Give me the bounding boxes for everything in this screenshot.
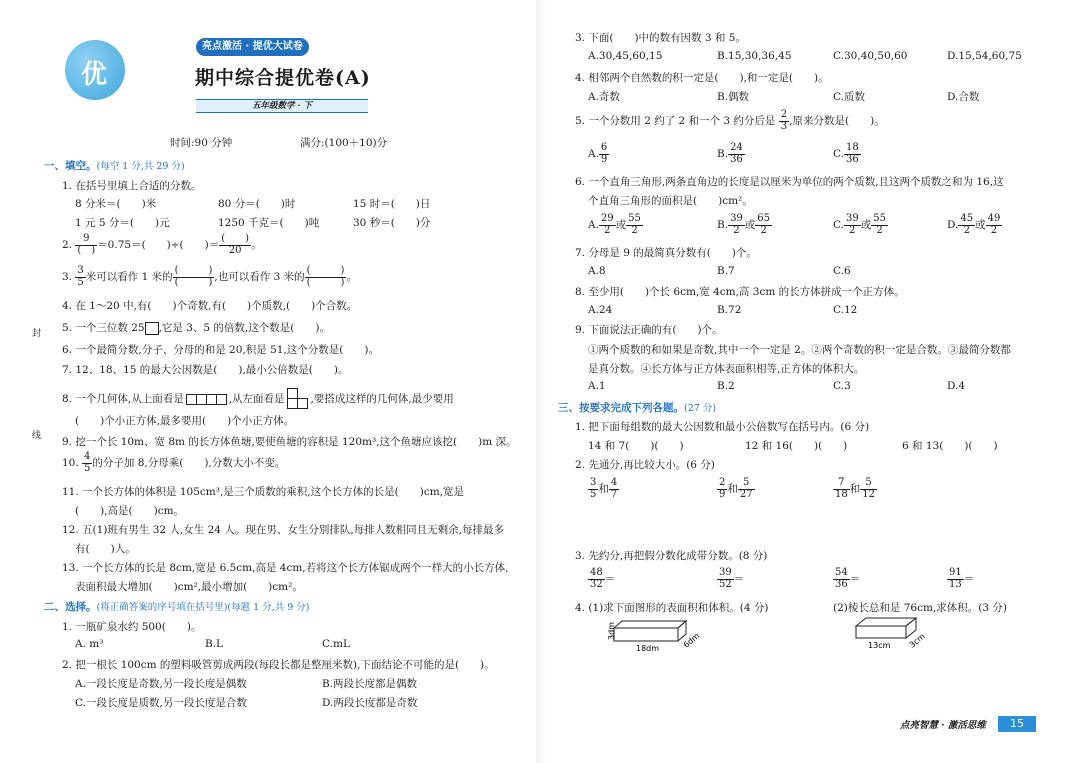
gutter-mark-b: 线	[32, 431, 42, 441]
s2-q8-opt-b: B.72	[717, 304, 742, 316]
cuboid-figure-2	[852, 614, 932, 654]
s1-q11-line2: ( ),高是( )cm。	[75, 505, 185, 517]
s2-q5-frac: $\frac{2}{3}$	[780, 109, 788, 132]
footer-slogan: 点亮智慧 · 激活思维	[900, 720, 986, 731]
s1-q10-num: 10.	[62, 457, 79, 469]
s1-q3-text-a: 米可以看作 1 米的	[85, 271, 173, 283]
s1-q1-row2-b: 1250 千克＝( )吨	[218, 217, 320, 229]
subtitle-bar: 五年级数学 · 下	[196, 99, 368, 113]
s2-q1-opt-c: C.mL	[322, 638, 350, 650]
s2-q9-opt-c: C.3	[833, 380, 851, 392]
s2-q6: 6. 一个直角三角形,两条直角边的长度是以厘米为单位的两个质数,且这两个质数之和为 16,这	[575, 176, 1004, 188]
fig1-width-label: 6dm	[681, 631, 702, 650]
gutter-mark-a: 封	[32, 329, 42, 339]
s2-q1-opt-a: A. m³	[75, 638, 104, 650]
s2-q5-opt-a: A. $\frac{6}{9}$	[588, 142, 608, 165]
s2-q4-opt-a: A.奇数	[588, 91, 620, 103]
s2-q8: 8. 至少用( )个长 6cm,宽 4cm,高 3cm 的长方体拼成一个正方体。	[575, 286, 905, 298]
s2-q7: 7. 分母是 9 的最简真分数有( )个。	[575, 247, 757, 259]
s2-q4-opt-d: D.合数	[947, 91, 980, 103]
s2-q7-opt-c: C.6	[833, 265, 851, 277]
s1-q2-num: 2.	[62, 239, 73, 251]
s1-q1-row2-a: 1 元 5 分＝( )元	[75, 217, 170, 229]
s1-q3	[62, 266, 357, 288]
page-title: 期中综合提优卷(A)	[195, 67, 371, 89]
s3-q1: 1. 把下面每组数的最大公因数和最小公倍数写在括号内。(6 分)	[575, 421, 870, 433]
s2-q3-opt-d: D.15,54,60,75	[947, 50, 1022, 62]
s2-q2-opt-c: C.一段长度是质数,另一段长度是合数	[75, 697, 247, 709]
s2-q6-line2: 个直角三角形的面积是( )cm²。	[588, 195, 753, 207]
s2-q4: 4. 相邻两个自然数的积一定是( ),和一定是( )。	[575, 72, 829, 84]
section1-heading	[44, 158, 185, 173]
s1-q9: 9. 挖一个长 10m、宽 8m 的长方体鱼塘,要使鱼塘的容积是 120m³,这个鱼塘应该挖( )m 深。	[62, 436, 517, 448]
s2-q6-opt-c: C. $\frac{39}{2}$ 或 $\frac{55}{2}$	[833, 213, 886, 236]
tagline-b: 提优大试卷	[252, 41, 303, 52]
s1-q11: 11. 一个长方体的体积是 105cm³,是三个质数的乘积,这个长方体的长是( )cm,宽是	[62, 486, 465, 498]
s2-q3-opt-a: A.30,45,60,15	[588, 50, 663, 62]
exam-score: 满分:(100＋10)分	[300, 137, 388, 149]
s1-q3-end: 。	[346, 271, 357, 283]
fig1-length-label: 18dm	[636, 644, 660, 653]
s2-q4-opt-c: C.质数	[833, 91, 865, 103]
s1-q1-row1-b: 80 分＝( )时	[218, 198, 296, 210]
s2-q7-opt-b: B.7	[717, 265, 735, 277]
s2-q3-opt-c: C.30,40,50,60	[833, 50, 908, 62]
s1-q5-digit-box	[145, 322, 159, 335]
s1-q2: 2. $\frac{9}{( )}$ ＝0.75＝( )÷( )＝ $\frac{( )}{20}$ 。	[62, 233, 262, 256]
s1-q5-text-b: ,它是 3、5 的倍数,这个数是( )。	[158, 322, 330, 334]
left-view-figure	[287, 388, 309, 410]
badge-circle	[65, 40, 125, 100]
s1-q3-num: 3.	[62, 271, 73, 283]
s2-q7-opt-a: A.8	[588, 265, 606, 277]
s1-q7: 7. 12、18、15 的最大公因数是( ),最小公倍数是( )。	[62, 364, 349, 376]
s3-q2: 2. 先通分,再比较大小。(6 分)	[575, 459, 715, 471]
s2-q1-opt-b: B.L	[205, 638, 224, 650]
s1-q1-row1-c: 15 时＝( )日	[353, 198, 431, 210]
s2-q9-line2: ①两个质数的和如果是奇数,其中一个一定是 2。②两个奇数的积一定是合数。③最简分数都	[588, 344, 1011, 356]
s1-q2-mid: ＝0.75＝( )÷( )＝	[97, 239, 220, 251]
top-view-figure	[186, 393, 227, 405]
s3-q3-item-2: $\frac{39}{52}$ ＝	[719, 567, 745, 590]
section2-heading	[44, 599, 310, 614]
s1-q2-frac2: $\frac{( )}{20}$	[221, 233, 250, 256]
s2-q8-opt-a: A.24	[588, 304, 613, 316]
s1-q5-text-a: 5. 一个三位数 25	[62, 322, 145, 334]
s1-q3-text-b: ,也可以看作 3 米的	[214, 271, 305, 283]
page-number: 15	[998, 716, 1036, 732]
s2-q3-opt-b: B.15,30,36,45	[717, 50, 792, 62]
s1-q10	[62, 452, 285, 474]
s1-q12-line2: 有( )人。	[75, 543, 136, 555]
s3-q1-item-3: 6 和 13( )( )	[902, 440, 998, 452]
s3-q3-item-1: $\frac{48}{32}$ ＝	[590, 567, 616, 590]
badge-text: 优	[81, 60, 108, 90]
binding-gutter	[0, 0, 40, 763]
s2-q9-line3: 是真分数。④长方体与正方体表面积相等,正方体的体积大。	[588, 363, 865, 375]
s2-q6-opt-d: D. $\frac{45}{2}$ 或 $\frac{49}{2}$	[947, 213, 1001, 236]
s2-q2-opt-b: B.两段长度都是偶数	[322, 678, 418, 690]
s1-q3-blank1: $\frac{( )}{( )}$	[174, 265, 213, 288]
s1-q1: 1. 在括号里填上合适的分数。	[62, 180, 202, 192]
s2-q1: 1. 一瓶矿泉水约 500( )。	[62, 621, 202, 633]
s1-q8-text-b: ,从左面看是	[228, 393, 285, 405]
s1-q13-line2: 表面积最大增加( )cm²,最小增加( )cm²。	[75, 581, 303, 593]
page-fold	[536, 0, 546, 763]
s2-q5-text-a: 5. 一个分数用 2 约了 2 和一个 3 约分后是	[575, 115, 776, 127]
section3-note: (27 分)	[684, 403, 717, 414]
s2-q6-opt-b: B. $\frac{39}{2}$ 或 $\frac{65}{2}$	[717, 213, 771, 236]
s3-q1-item-2: 12 和 16( )( )	[745, 440, 848, 452]
s2-q3: 3. 下面( )中的数有因数 3 和 5。	[575, 32, 746, 44]
s3-q3: 3. 先约分,再把假分数化成带分数。(8 分)	[575, 550, 768, 562]
s1-q3-frac: $\frac{3}{5}$	[77, 265, 84, 288]
s2-q5-text-b: ,原来分数是( )。	[789, 115, 885, 127]
s2-q2: 2. 把一根长 100cm 的塑料吸管剪成两段(每段长都是整厘米数),下面结论不可能的是( )。	[62, 659, 495, 671]
s3-q1-item-1: 14 和 7( )( )	[588, 440, 684, 452]
section2-title: 二、选择。	[44, 601, 97, 613]
fig2-width-label: 3cm	[907, 631, 927, 650]
s2-q5-opt-b: B. $\frac{24}{36}$	[717, 142, 743, 165]
s3-q3-item-4: $\frac{91}{13}$ ＝	[949, 567, 975, 590]
s1-q4: 4. 在 1～20 中,有( )个奇数,有( )个质数,( )个合数。	[62, 300, 358, 312]
s1-q1-row2-c: 30 秒＝( )分	[353, 217, 431, 229]
s2-q5-opt-c: C. $\frac{18}{36}$	[833, 142, 859, 165]
s1-q10-text: 的分子加 8,分母乘( ),分数大小不变。	[92, 457, 286, 469]
s1-q2-frac1: $\frac{9}{( )}$	[77, 233, 96, 256]
s2-q6-opt-a: A. $\frac{29}{2}$ 或 $\frac{55}{2}$	[588, 213, 641, 236]
fig2-length-label: 13cm	[868, 641, 891, 650]
s3-q4-part1: 4. (1)求下面图形的表面积和体积。(4 分)	[575, 602, 769, 614]
s2-q2-opt-d: D.两段长度都是奇数	[322, 697, 418, 709]
s1-q8-line2: ( )个小正方体,最多要用( )个小正方体。	[75, 415, 295, 427]
s2-q9-opt-b: B.2	[717, 380, 735, 392]
s3-q2-item-1: $\frac{3}{5}$ 和 $\frac{4}{7}$	[590, 477, 618, 500]
exam-time: 时间:90 分钟	[170, 137, 233, 149]
s2-q4-opt-b: B.偶数	[717, 91, 750, 103]
s1-q1-row1-a: 8 分米＝( )米	[75, 198, 157, 210]
s1-q13: 13. 一个长方体的长是 8cm,宽是 6.5cm,高是 4cm,若将这个长方体锯成两个一样大的小长方体,	[62, 562, 509, 574]
s1-q8-text-a: 8. 一个几何体,从上面看是	[62, 393, 184, 405]
s3-q2-item-2: $\frac{2}{9}$ 和 $\frac{5}{27}$	[719, 477, 753, 500]
s1-q5	[62, 320, 330, 335]
s2-q5	[575, 110, 885, 132]
s3-q2-item-3: $\frac{7}{18}$ 和 $\frac{5}{12}$	[835, 477, 875, 500]
tagline: 亮点激活 · 提优大试卷	[196, 38, 309, 56]
s2-q9-opt-d: D.4	[947, 380, 966, 392]
fig1-height-label: 3dm	[607, 622, 616, 640]
section3-heading	[558, 400, 716, 415]
s1-q3-blank2: $\frac{( )}{( )}$	[306, 265, 345, 288]
s2-q9-opt-a: A.1	[588, 380, 606, 392]
s1-q6: 6. 一个最简分数,分子、分母的和是 20,积是 51,这个分数是( )。	[62, 344, 379, 356]
s1-q12: 12. 五(1)班有男生 32 人,女生 24 人。现在男、女生分别排队,每排人数相同且无剩余,每排最多	[62, 524, 504, 536]
s1-q8	[62, 388, 454, 410]
s2-q9: 9. 下面说法正确的有( )个。	[575, 324, 723, 336]
s2-q2-opt-a: A.一段长度是奇数,另一段长度是偶数	[75, 678, 247, 690]
section1-title: 一、填空。	[44, 160, 97, 172]
s3-q3-item-3: $\frac{54}{36}$ ＝	[835, 567, 861, 590]
section1-note: (每空 1 分,共 29 分)	[96, 161, 185, 172]
s3-q4-part2: (2)棱长总和是 76cm,求体积。(3 分)	[833, 602, 1007, 614]
s1-q8-text-c: ,要搭成这样的几何体,最少要用	[310, 393, 454, 405]
section3-title: 三、按要求完成下列各题。	[558, 402, 684, 414]
s1-q10-frac: $\frac{4}{5}$	[84, 451, 91, 474]
cuboid-figure-1	[604, 616, 704, 656]
s2-q8-opt-c: C.12	[833, 304, 858, 316]
section2-note: (将正确答案的序号填在括号里)(每题 1 分,共 9 分)	[96, 602, 310, 613]
tagline-a: 亮点激活	[202, 41, 242, 52]
